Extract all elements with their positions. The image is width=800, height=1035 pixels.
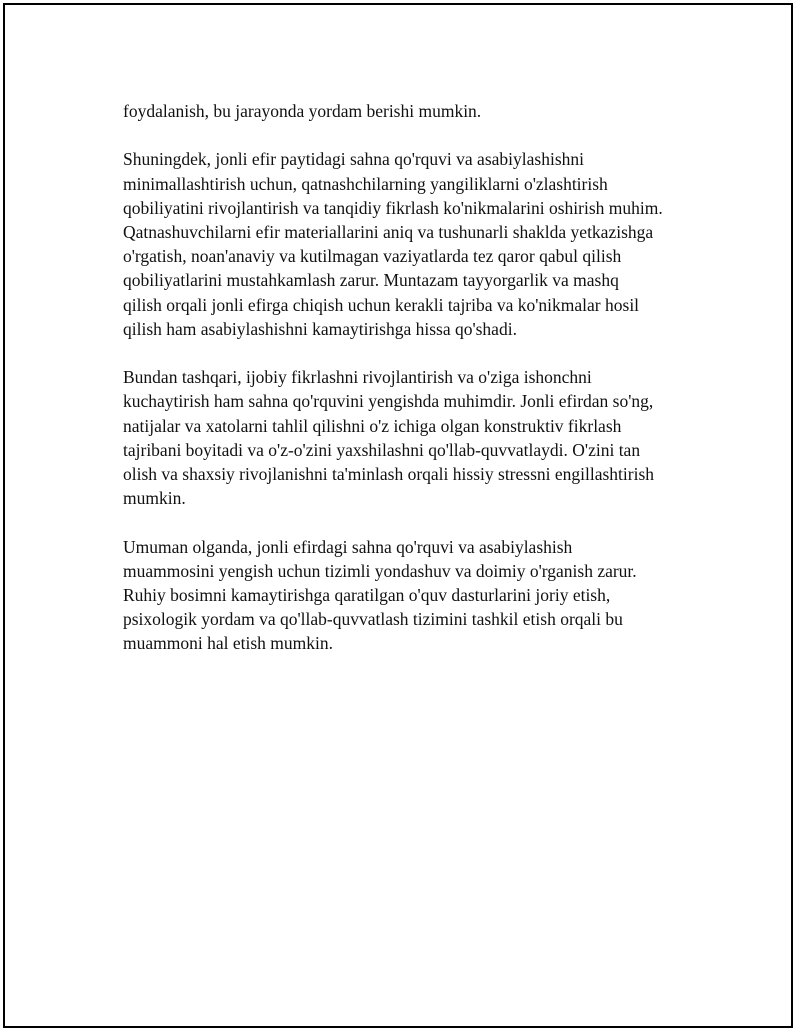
text-line: olish va shaxsiy rivojlanishni ta'minlash orqali hissiy stressni engillashtirish	[123, 464, 655, 485]
text-line: minimallashtirish uchun, qatnashchilarning yangiliklarni o'zlashtirish	[123, 173, 608, 194]
text-line: muammosini yengish uchun tizimli yondashuv va doimiy o'rganish zarur.	[123, 560, 637, 581]
paragraph-4	[123, 535, 703, 656]
paragraph-1	[123, 99, 703, 123]
text-line: kuchaytirish ham sahna qo'rquvini yengishda muhimdir. Jonli efirdan so'ng,	[123, 391, 654, 412]
text-line: qobiliyatini rivojlantirish va tanqidiy fikrlash ko'nikmalarini oshirish muhim.	[123, 197, 663, 218]
text-line: Ruhiy bosimni kamaytirishga qaratilgan o'quv dasturlarini joriy etish,	[123, 585, 611, 606]
text-line: qilish orqali jonli efirga chiqish uchun kerakli tajriba va ko'nikmalar hosil	[123, 294, 640, 315]
text-line: qobiliyatlarini mustahkamlash zarur. Muntazam tayyorgarlik va mashq	[123, 270, 619, 291]
text-line: tajribani boyitadi va o'z-o'zini yaxshilashni qo'llab-quvvatlaydi. O'zini tan	[123, 439, 641, 460]
text-line: natijalar va xatolarni tahlil qilishni o'z ichiga olgan konstruktiv fikrlash	[123, 415, 622, 436]
paragraph-2	[123, 147, 703, 341]
text-line: muammoni hal etish mumkin.	[123, 633, 333, 654]
text-line: o'rgatish, noan'anaviy va kutilmagan vaziyatlarda tez qaror qabul qilish	[123, 246, 622, 267]
text-line: Bundan tashqari, ijobiy fikrlashni rivojlantirish va o'ziga ishonchni	[123, 367, 592, 388]
page-frame	[3, 3, 793, 1028]
document-body	[123, 99, 703, 680]
text-line: qilish ham asabiylashishni kamaytirishga hissa qo'shadi.	[123, 318, 517, 339]
text-line: Shuningdek, jonli efir paytidagi sahna qo'rquvi va asabiylashishni	[123, 149, 584, 170]
text-line: mumkin.	[123, 488, 186, 509]
text-line: foydalanish, bu jarayonda yordam berishi mumkin.	[123, 101, 482, 121]
text-line: Umuman olganda, jonli efirdagi sahna qo'rquvi va asabiylashish	[123, 536, 573, 557]
text-line: psixologik yordam va qo'llab-quvvatlash tizimini tashkil etish orqali bu	[123, 609, 623, 630]
text-line: Qatnashuvchilarni efir materiallarini aniq va tushunarli shaklda yetkazishga	[123, 222, 654, 242]
paragraph-3	[123, 365, 703, 510]
